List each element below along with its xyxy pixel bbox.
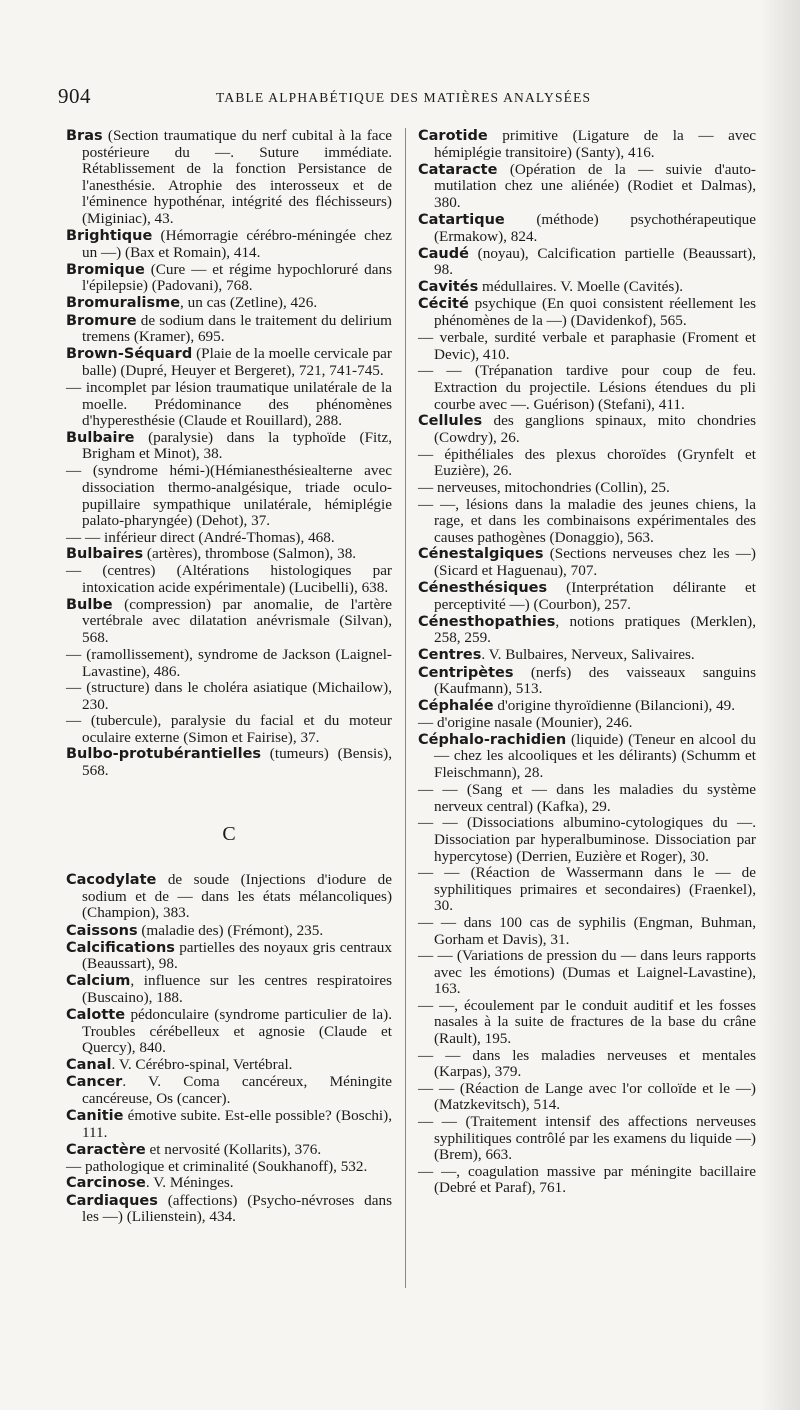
index-entry bbox=[66, 346, 392, 379]
entry-text: — pathologique et criminalité (Soukhanoff), 532. bbox=[66, 1157, 368, 1175]
entry-text: (Plaie de la moelle cervicale par balle) (Dupré, Heuyer et Bergeret), 721, 741-745. bbox=[82, 345, 392, 379]
entry-text: psychique (En quoi consistent réellement les phénomènes de la —) (Davidenkof), 565. bbox=[434, 295, 756, 330]
index-entry bbox=[66, 228, 392, 261]
index-entry bbox=[66, 1175, 392, 1192]
index-subentry bbox=[418, 1081, 756, 1114]
entry-text: — (structure) dans le choléra asiatique (Michailow), 230. bbox=[66, 679, 392, 713]
entry-headword: Carcinose bbox=[66, 1175, 146, 1192]
entry-headword: Cénesthopathies bbox=[418, 613, 556, 630]
index-entry bbox=[418, 732, 756, 782]
entry-text: (affections) (Psycho-névroses dans les —) (Lilienstein), 434. bbox=[82, 1191, 392, 1226]
index-entry bbox=[418, 546, 756, 579]
entry-text: — — (Réaction de Lange avec l'or colloïde et le —) (Matzkevitsch), 514. bbox=[418, 1079, 756, 1114]
index-entry bbox=[66, 295, 392, 312]
entry-text: . V. Bulbaires, Nerveux, Salivaires. bbox=[481, 646, 695, 664]
entry-text: — — (Dissociations albumino-cytologiques du —. Dissociation par hyperalbuminose. Dissociation par hypercytose) (Derrien, Euzière et Roger), 30. bbox=[418, 814, 756, 865]
index-entry bbox=[418, 614, 756, 647]
entry-text: (Interprétation délirante et perceptivité —) (Courbon), 257. bbox=[434, 579, 756, 613]
index-entry bbox=[66, 430, 392, 463]
entry-headword: Céphalée bbox=[418, 698, 494, 715]
entry-headword: Canal bbox=[66, 1057, 112, 1074]
entry-text: — incomplet par lésion traumatique unilatérale de la moelle. Prédominance des phénomènes d'hyperesthésie (Claude et Rouillard), 288. bbox=[66, 378, 392, 430]
index-subentry bbox=[418, 363, 756, 413]
index-entry bbox=[66, 1007, 392, 1057]
entry-text: (compression) par anomalie, de l'artère vertébrale avec dilatation anévrismale (Silvan), 568. bbox=[82, 595, 392, 646]
entry-headword: Cénesthésiques bbox=[418, 580, 548, 597]
index-subentry bbox=[66, 530, 392, 547]
entry-headword: Brightique bbox=[66, 228, 153, 245]
entry-text: — (syndrome hémi-)(Hémianesthésiealterne avec dissociation thermo-analgésique, triade oculo-pupillaire sympathique unilatérale, hémiplégie palato-pharyngée) (Dehot), 37. bbox=[66, 462, 392, 530]
entry-text: (Cure — et régime hypochloruré dans l'épilepsie) (Padovani), 768. bbox=[82, 260, 392, 295]
entry-text: de soude (Injections d'iodure de sodium et de — dans les états mélancoliques) (Champion), 383. bbox=[82, 871, 392, 922]
entry-text: (Hémorragie cérébro-méningée chez un —) (Bax et Romain), 414. bbox=[82, 227, 392, 261]
entry-text: (artères), thrombose (Salmon), 38. bbox=[143, 545, 357, 563]
entry-text: — —, coagulation massive par méningite bacillaire (Debré et Paraf), 761. bbox=[418, 1162, 756, 1197]
entry-text: — — (Trépanation tardive pour coup de feu. Extraction du projectile. Lésions étendues du pli courbe avec —. Guérison) (Stefani), 411. bbox=[418, 362, 756, 413]
index-subentry bbox=[418, 1048, 756, 1081]
entry-text: (paralysie) dans la typhoïde (Fitz, Brigham et Minot), 38. bbox=[82, 428, 392, 463]
index-entry bbox=[418, 665, 756, 698]
entry-text: (Opération de la — suivie d'auto-mutilation chez une aliénée) (Rodiet et Dalmas), 380. bbox=[434, 160, 756, 211]
index-entry bbox=[418, 279, 756, 296]
entry-headword: Cacodylate bbox=[66, 872, 157, 889]
page-number: 904 bbox=[58, 84, 91, 108]
index-subentry bbox=[418, 948, 756, 998]
right-column bbox=[418, 128, 756, 1197]
entry-text: (nerfs) des vaisseaux sanguins (Kaufmann), 513. bbox=[434, 663, 756, 698]
entry-headword: Cénestalgiques bbox=[418, 546, 544, 563]
entry-text: , notions pratiques (Merklen), 258, 259. bbox=[434, 612, 756, 647]
entry-headword: Centripètes bbox=[418, 664, 514, 681]
entry-text: . V. Méninges. bbox=[145, 1174, 234, 1192]
index-subentry bbox=[418, 915, 756, 948]
entry-headword: Cataracte bbox=[418, 161, 498, 178]
index-subentry bbox=[66, 1159, 392, 1176]
index-subentry bbox=[418, 497, 756, 547]
index-subentry bbox=[66, 713, 392, 746]
index-entry bbox=[66, 973, 392, 1006]
index-entry bbox=[418, 413, 756, 446]
entry-text: primitive (Ligature de la — avec hémiplégie transitoire) (Santy), 416. bbox=[434, 127, 756, 161]
index-subentry bbox=[418, 998, 756, 1048]
entry-text: . V. Coma cancéreux, Méningite cancéreuse, Os (cancer). bbox=[82, 1073, 392, 1107]
entry-text: , un cas (Zetline), 426. bbox=[180, 294, 318, 312]
index-subentry bbox=[418, 480, 756, 497]
index-entry bbox=[66, 940, 392, 973]
entry-text: — — inférieur direct (André-Thomas), 468. bbox=[66, 528, 335, 546]
entry-text: partielles des noyaux gris centraux (Beaussart), 98. bbox=[82, 938, 392, 973]
index-entry bbox=[418, 580, 756, 613]
index-entry bbox=[66, 262, 392, 295]
entry-headword: Cancer bbox=[66, 1074, 123, 1091]
entry-headword: Centres bbox=[418, 647, 482, 664]
entry-headword: Caudé bbox=[418, 245, 469, 262]
index-subentry bbox=[66, 563, 392, 596]
section-letter: C bbox=[222, 822, 236, 845]
index-subentry bbox=[418, 1164, 756, 1197]
index-subentry bbox=[66, 647, 392, 680]
entry-headword: Catartique bbox=[418, 211, 505, 228]
entry-text: — d'origine nasale (Mounier), 246. bbox=[418, 714, 633, 732]
index-entry bbox=[418, 128, 756, 161]
index-subentry bbox=[418, 447, 756, 480]
entry-text: (maladie des) (Frémont), 235. bbox=[137, 921, 324, 939]
entry-text: d'origine thyroïdienne (Bilancioni), 49. bbox=[493, 697, 736, 715]
entry-text: — — (Réaction de Wassermann dans le — de syphilitiques primaires et secondaires) (Fraenkel), 30. bbox=[418, 864, 756, 915]
entry-text: (noyau), Calcification partielle (Beaussart), 98. bbox=[434, 244, 756, 279]
index-entry bbox=[418, 162, 756, 212]
entry-text: — — (Variations de pression du — dans leurs rapports avec les émotions) (Dumas et Laignel-Lavastine), 163. bbox=[418, 947, 756, 998]
entry-text: de sodium dans le traitement du delirium tremens (Kramer), 695. bbox=[82, 311, 392, 346]
index-subentry bbox=[66, 680, 392, 713]
index-entry bbox=[66, 546, 392, 563]
entry-text: — — dans 100 cas de syphilis (Engman, Buhman, Gorham et Davis), 31. bbox=[418, 913, 756, 948]
column-divider bbox=[405, 128, 406, 1288]
index-entry bbox=[418, 296, 756, 329]
entry-text: — —, écoulement par le conduit auditif et les fosses nasales à la suite de fractures de la base du crâne (Rault), 195. bbox=[418, 996, 756, 1048]
entry-headword: Canitie bbox=[66, 1108, 124, 1125]
entry-headword: Bulbe bbox=[66, 596, 113, 613]
index-subentry bbox=[418, 1114, 756, 1164]
entry-text: — (ramollissement), syndrome de Jackson (Laignel-Lavastine), 486. bbox=[66, 645, 392, 680]
entry-text: — nerveuses, mitochondries (Collin), 25. bbox=[418, 478, 670, 496]
entry-headword: Bromique bbox=[66, 261, 145, 278]
entry-text: — (tubercule), paralysie du facial et du moteur oculaire externe (Simon et Fairise), 37. bbox=[66, 712, 392, 746]
entry-text: (tumeurs) (Bensis), 568. bbox=[82, 745, 392, 780]
entry-text: émotive subite. Est-elle possible? (Boschi), 111. bbox=[82, 1107, 392, 1141]
index-entry bbox=[66, 1193, 392, 1226]
index-subentry bbox=[418, 330, 756, 363]
entry-headword: Bulbaires bbox=[66, 546, 144, 563]
entry-text: , influence sur les centres respiratoires (Buscaino), 188. bbox=[82, 972, 392, 1006]
running-title: TABLE ALPHABÉTIQUE DES MATIÈRES ANALYSÉES bbox=[216, 90, 592, 105]
index-subentry bbox=[418, 865, 756, 915]
index-entry bbox=[418, 212, 756, 245]
entry-text: médullaires. V. Moelle (Cavités). bbox=[478, 278, 684, 296]
entry-text: (Section traumatique du nerf cubital à la face postérieure du —. Suture immédiate. Rétablissement de la fonction Persistance de l'anesthésie. Atrophie des interosseux et de l'éminence hypothénar, intégrité des fléchisseurs) (Miginiac), 43. bbox=[82, 127, 392, 227]
entry-text: (méthode) psychothérapeutique (Ermakow), 824. bbox=[434, 210, 756, 245]
entry-text: — (centres) (Altérations histologiques par intoxication acide expérimentale) (Lucibelli), 638. bbox=[66, 562, 392, 597]
index-entry bbox=[66, 1057, 392, 1074]
index-subentry bbox=[66, 380, 392, 430]
index-entry bbox=[66, 1142, 392, 1159]
entry-headword: Bromuralisme bbox=[66, 295, 181, 312]
entry-headword: Caissons bbox=[66, 922, 138, 939]
index-entry bbox=[66, 128, 392, 228]
entry-text: . V. Cérébro-spinal, Vertébral. bbox=[111, 1056, 293, 1074]
entry-text: — — dans les maladies nerveuses et mentales (Karpas), 379. bbox=[418, 1046, 756, 1081]
index-entry bbox=[66, 313, 392, 346]
page-header bbox=[58, 84, 758, 112]
entry-text: (Sections nerveuses chez les —) (Sicard et Haguenau), 707. bbox=[434, 545, 756, 579]
left-column bbox=[66, 128, 392, 1226]
entry-headword: Bulbo-protubérantielles bbox=[66, 746, 262, 763]
index-entry bbox=[66, 1108, 392, 1141]
entry-text: (liquide) (Teneur en alcool du — chez les alcooliques et les délirants) (Schumm et Fleischmann), 28. bbox=[434, 730, 756, 782]
entry-headword: Calcium bbox=[66, 973, 131, 990]
entry-text: — épithéliales des plexus choroïdes (Grynfelt et Euzière), 26. bbox=[418, 445, 756, 480]
entry-headword: Bromure bbox=[66, 312, 137, 329]
entry-headword: Cavités bbox=[418, 279, 479, 296]
index-entry bbox=[66, 872, 392, 922]
entry-headword: Cardiaques bbox=[66, 1192, 158, 1209]
index-subentry bbox=[418, 782, 756, 815]
entry-headword: Caractère bbox=[66, 1141, 146, 1158]
index-entry bbox=[418, 647, 756, 664]
entry-text: — verbale, surdité verbale et paraphasie (Froment et Devic), 410. bbox=[418, 329, 756, 363]
entry-text: des ganglions spinaux, mito chondries (Cowdry), 26. bbox=[434, 412, 756, 446]
entry-headword: Cellules bbox=[418, 413, 483, 430]
entry-headword: Bulbaire bbox=[66, 429, 135, 446]
index-entry bbox=[418, 698, 756, 715]
index-entry bbox=[418, 246, 756, 279]
entry-text: — — (Sang et — dans les maladies du système nerveux central) (Kafka), 29. bbox=[418, 781, 756, 815]
index-entry bbox=[66, 1074, 392, 1107]
entry-text: — — (Traitement intensif des affections nerveuses syphilitiques contrôlé par les examens du liquide —) (Brem), 663. bbox=[418, 1113, 756, 1164]
entry-text: et nervosité (Kollarits), 376. bbox=[145, 1140, 322, 1158]
entry-text: — —, lésions dans la maladie des jeunes chiens, la rage, et dans les combinaisons expérimentales des causes pathogènes (Donaggio), 563. bbox=[418, 495, 756, 546]
index-entry bbox=[66, 746, 392, 779]
entry-text: pédonculaire (syndrome particulier de la). Troubles cérébelleux et agnosie (Claude et Quercy), 840. bbox=[82, 1006, 392, 1057]
entry-headword: Calotte bbox=[66, 1007, 126, 1023]
entry-headword: Calcifications bbox=[66, 939, 175, 956]
index-entry bbox=[66, 597, 392, 647]
index-subentry bbox=[66, 463, 392, 529]
index-subentry bbox=[418, 815, 756, 865]
entry-headword: Cécité bbox=[418, 296, 469, 313]
entry-headword: Carotide bbox=[418, 128, 488, 144]
entry-headword: Brown-Séquard bbox=[66, 346, 193, 363]
entry-headword: Céphalo-rachidien bbox=[418, 731, 567, 748]
entry-headword: Bras bbox=[66, 128, 103, 144]
index-entry bbox=[66, 923, 392, 940]
index-subentry bbox=[418, 715, 756, 732]
